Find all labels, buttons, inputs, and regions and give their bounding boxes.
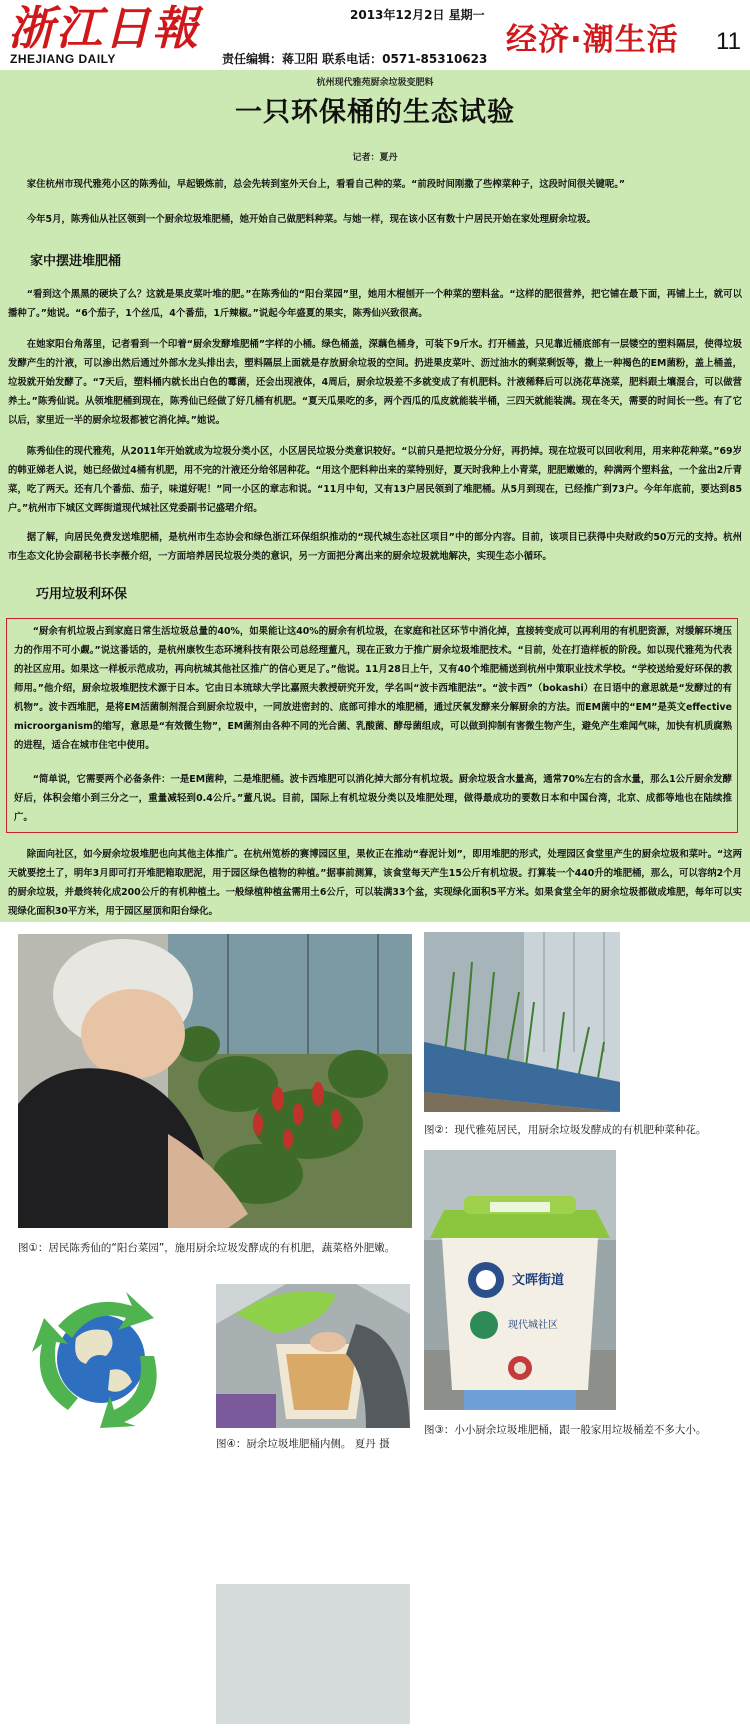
article-kicker: 杭州现代雅苑厨余垃圾变肥料 bbox=[316, 78, 434, 88]
paragraph-3: “看到这个黑黑的硬块了么？这就是果皮菜叶堆的肥。”在陈秀仙的“阳台菜园”里，她用木棍刨开一个种菜的塑料盆。“这样的肥很营养，把它铺在最下面，再铺上土，就可以播种了。”她说。“6个茄子，1个丝瓜，4个番茄，1斤辣椒。”说起今年盛夏的果实，陈秀仙兴致很高。 bbox=[8, 289, 742, 319]
subheading-1: 家中摆进堆肥桶 bbox=[30, 254, 122, 269]
photo-balcony-garden bbox=[18, 934, 412, 1228]
logo-chinese: 浙江日報 bbox=[8, 1, 200, 55]
caption-1: 图①：居民陈秀仙的“阳台菜园”，施用厨余垃圾发酵成的有机肥，蔬菜格外肥嫩。 bbox=[18, 1242, 396, 1254]
paragraph-2: 今年5月，陈秀仙从社区领到一个厨余垃圾堆肥桶，她开始自己做肥料种菜。与她一样，现在该小区有数十户居民开始在家处理厨余垃圾。 bbox=[26, 214, 596, 225]
photo-bin-interior bbox=[216, 1284, 410, 1428]
logo-english: ZHEJIANG DAILY bbox=[10, 52, 116, 66]
bin-label-top: 文晖街道 bbox=[512, 1273, 565, 1288]
newspaper-logo bbox=[6, 2, 206, 68]
section-title: 经济·潮生活 bbox=[506, 22, 679, 58]
photo-bin-inside-frame bbox=[216, 1584, 410, 1728]
recycle-globe-icon bbox=[28, 1286, 174, 1432]
article-headline: 一只环保桶的生态试验 bbox=[235, 97, 515, 128]
editor-info: 责任编辑：蒋卫阳 联系电话：0571-85310623 bbox=[222, 52, 488, 66]
issue-date: 2013年12月2日 星期一 bbox=[350, 8, 485, 22]
bin-label-bottom: 现代城社区 bbox=[508, 1320, 558, 1331]
subheading-2: 巧用垃圾利环保 bbox=[36, 587, 128, 602]
caption-4: 图④：厨余垃圾堆肥桶内侧。 夏丹 摄 bbox=[216, 1438, 390, 1450]
paragraph-6: 据了解，向居民免费发送堆肥桶，是杭州市生态协会和绿色浙江环保组织推动的“现代城生态社区项目”中的部分内容。目前，该项目已获得中央财政约50万元的支持。杭州市生态文化协会副秘书长李薇介绍，一方面培养居民垃圾分类的意识，另一方面把分离出来的厨余垃圾就地解决，实现生态小循环。 bbox=[8, 532, 742, 562]
photo-compost-bin bbox=[424, 1150, 616, 1410]
paragraph-8: “简单说，它需要两个必备条件：一是EM菌种，二是堆肥桶。波卡西堆肥可以消化掉大部分有机垃圾。厨余垃圾含水量高，通常70%左右的含水量，那么1公斤厨余发酵好后，体积会缩小到三分之一，重量减轻到0.4公斤。”董凡说。目前，国际上有机垃圾分类以及堆肥处理，做得最成功的要数日本和中国台湾，北京、成都等地也在陆续推广。 bbox=[14, 774, 732, 823]
paragraph-9: 除面向社区，如今厨余垃圾堆肥也向其他主体推广。在杭州笕桥的赛博园区里，果攸正在推动“春泥计划”，即用堆肥的形式，处理园区食堂里产生的厨余垃圾和菜叶。“这两天就要挖土了，明年3月即可打开堆肥箱取肥泥，用于园区绿色植物的种植。”据事前测算，该食堂每天产生15公斤有机垃圾。打算装一个440升的堆肥桶，那么，可以容纳2个月的厨余垃圾，并最终转化成200公斤的有机种植土。一般绿植种植盆需用土6公斤，可以装满33个盆，实现绿化面积5平方米。如果食堂全年的厨余垃圾都做成堆肥，每年可以实现绿化面积30平方米，用于园区屋顶和阳台绿化。 bbox=[8, 849, 742, 917]
page-number: 11 bbox=[716, 28, 741, 55]
paragraph-5: 陈秀仙住的现代雅苑，从2011年开始就成为垃圾分类小区，小区居民垃圾分类意识较好。“以前只是把垃圾分分好，再扔掉。现在垃圾可以回收利用，用来种花种菜。”69岁的韩亚娣老人说，她已经做过4桶有机肥，用不完的汁液还分给邻居种花。“用这个肥料种出来的菜特别好，夏天时我种上小青菜，肥肥嫩嫩的，种满两个塑料盆，一个盆出2斤青菜，吃了两天。还有几个番茄、茄子，味道好呢！”同一小区的章志和说。“11月中旬，又有13户居民领到了堆肥桶。从5月到现在，已经推广到73户。今年年底前，要达到85户。”杭州市下城区文晖街道现代城社区党委副书记盛珺介绍。 bbox=[8, 446, 742, 514]
photo-planters bbox=[424, 932, 620, 1112]
caption-2: 图②：现代雅苑居民，用厨余垃圾发酵成的有机肥种菜种花。 bbox=[424, 1124, 707, 1136]
paragraph-1: 家住杭州市现代雅苑小区的陈秀仙，早起锻炼前，总会先转到室外天台上，看看自己种的菜。“前段时间刚撒了些榨菜种子，这段时间很关键呢。” bbox=[26, 179, 626, 190]
masthead bbox=[0, 0, 750, 71]
article-body bbox=[0, 70, 750, 922]
article-byline: 记者：夏丹 bbox=[352, 153, 398, 163]
caption-3: 图③：小小厨余垃圾堆肥桶，跟一般家用垃圾桶差不多大小。 bbox=[424, 1424, 707, 1436]
paragraph-4: 在她家阳台角落里，记者看到一个印着“厨余发酵堆肥桶”字样的小桶。绿色桶盖，深藕色桶身，可装下9斤水。打开桶盖，只见靠近桶底部有一层镂空的塑料隔层，使得垃圾发酵产生的汁液，可以渗出然后通过外部水龙头排出去，塑料隔层上面就是存放厨余垃圾的空间。扔进果皮菜叶、沥过油水的剩菜剩饭等，撒上一种褐色的EM菌粉，盖上桶盖，垃圾就开始发酵了。“7天后，塑料桶内就长出白色的霉菌，还会出现液体，4周后，厨余垃圾差不多就变成了有机肥料。汁液稀释后可以浇花草浇菜，肥料跟土壤混合，可以做营养土。”陈秀仙说。从领堆肥桶到现在，陈秀仙已经做了好几桶有机肥。“夏天瓜果吃的多，两个西瓜的瓜皮就能装半桶，三四天就能装满。现在冬天，需要的时间长一些。有了它以后，家里近一半的厨余垃圾都被它消化掉。”她说。 bbox=[8, 339, 742, 426]
paragraph-7: “厨余有机垃圾占到家庭日常生活垃圾总量的40%，如果能让这40%的厨余有机垃圾，在家庭和社区环节中消化掉，直接转变成可以再利用的有机肥资源，对缓解环境压力的作用不可小觑。”说这番话的，是杭州康牧生态环境科技有限公司总经理董凡，现在正致力于推广厨余垃圾堆肥技术。“目前，处在打造样板的阶段。如以现代雅苑为代表的社区应用。如果这一样板示范成功，再向杭城其他社区推广的信心更足了。”他说。11月28日上午，又有40个堆肥桶送到杭州中策职业技术学校。“学校送给爱好环保的教师用。”他介绍，厨余垃圾堆肥技术源于日本。它由日本琉球大学比嘉照夫教授研究开发，学名叫“波卡西堆肥法”。“波卡西”（bokashi）在日语中的意思就是“发酵过的有机物”。波卡西堆肥，是将EM活菌制剂混合到厨余垃圾中，一同放进密封的、底部可排水的堆肥桶，通过厌氧发酵来分解厨余的方法。而EM菌中的“EM”是英文effective microorganism的缩写，意思是“有效微生物”，EM菌剂由各种不同的光合菌、乳酸菌、酵母菌组成，可以做到抑制有害微生物产生，避免产生难闻气味，加快有机质腐熟的进程，适合在城市住宅中使用。 bbox=[14, 626, 732, 751]
